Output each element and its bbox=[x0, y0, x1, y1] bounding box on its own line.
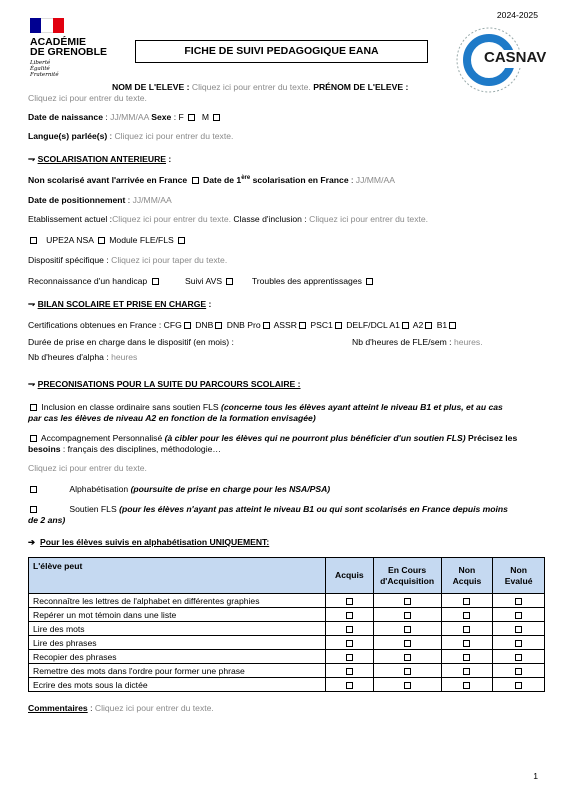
dnb-checkbox[interactable] bbox=[215, 322, 222, 329]
non-acquis-checkbox[interactable] bbox=[463, 682, 470, 689]
non-evalue-cell bbox=[493, 664, 545, 678]
en-cours-cell bbox=[373, 622, 441, 636]
non-acquis-checkbox[interactable] bbox=[463, 598, 470, 605]
en-cours-checkbox[interactable] bbox=[404, 612, 411, 619]
sexe-m-label: M bbox=[201, 112, 210, 122]
comments-row: Commentaires : Cliquez ici pour entrer du texte. bbox=[28, 703, 214, 713]
b1-checkbox[interactable] bbox=[449, 322, 456, 329]
positionnement-row: Date de positionnement : JJ/MM/AA bbox=[28, 195, 172, 205]
alpha-hours-label: Nb d'heures d'alpha : bbox=[28, 352, 109, 362]
certif-b1: B1 bbox=[436, 320, 448, 330]
skill-label: Repérer un mot témoin dans une liste bbox=[29, 608, 326, 622]
delf-checkbox[interactable] bbox=[402, 322, 409, 329]
acquis-checkbox[interactable] bbox=[346, 682, 353, 689]
comments-label: Commentaires bbox=[28, 703, 88, 713]
skill-label: Remettre des mots dans l'ordre pour former une phrase bbox=[29, 664, 326, 678]
col-header-acquis: Acquis bbox=[326, 558, 374, 594]
non-scol-row: Non scolarisé avant l'arrivée en France Date de 1ère scolarisation en France : JJ/MM/AA bbox=[28, 175, 395, 185]
inclusion-row bbox=[28, 402, 503, 412]
en-cours-checkbox[interactable] bbox=[404, 682, 411, 689]
nom-label: NOM DE L'ELEVE : bbox=[112, 82, 190, 92]
dob-field[interactable]: JJ/MM/AA bbox=[110, 112, 149, 122]
dob-label: Date de naissance bbox=[28, 112, 103, 122]
scolarisation-heading: ⇁ SCOLARISATION ANTERIEURE : bbox=[28, 154, 172, 164]
ap-checkbox[interactable] bbox=[30, 435, 37, 442]
col-header-skill: L'élève peut bbox=[29, 558, 326, 594]
handicap-label: Reconnaissance d'un handicap bbox=[28, 276, 148, 286]
table-row bbox=[29, 678, 545, 692]
fls-note: (pour les élèves n'ayant pas atteint le niveau B1 ou qui sont scolarisés en France depuis moins bbox=[119, 504, 508, 514]
ap-besoins-row bbox=[28, 444, 221, 454]
skill-label: Reconnaître les lettres de l'alphabet en différentes graphies bbox=[29, 594, 326, 608]
non-scol-checkbox[interactable] bbox=[192, 177, 199, 184]
acquis-checkbox[interactable] bbox=[346, 654, 353, 661]
etab-field[interactable]: Cliquez ici pour entrer du texte. bbox=[112, 214, 232, 224]
alpha-row bbox=[28, 484, 330, 494]
acquis-cell bbox=[326, 622, 374, 636]
republic-flag-icon bbox=[30, 18, 64, 33]
acquis-cell bbox=[326, 594, 374, 608]
fle-field[interactable]: heures. bbox=[453, 337, 483, 347]
non-acquis-cell bbox=[441, 636, 493, 650]
certif-assr: ASSR bbox=[273, 320, 297, 330]
non-evalue-checkbox[interactable] bbox=[515, 640, 522, 647]
table-row bbox=[29, 622, 545, 636]
certif-cfg: CFG bbox=[163, 320, 182, 330]
acquis-cell bbox=[326, 608, 374, 622]
skill-label: Ecrire des mots sous la dictée bbox=[29, 678, 326, 692]
etab-row: Etablissement actuel :Cliquez ici pour entrer du texte. Classe d'inclusion : Cliquez ici pour entrer du texte. bbox=[28, 214, 429, 224]
dob-row: Date de naissance : JJ/MM/AA Sexe : F M bbox=[28, 112, 222, 122]
upe2a-checkbox[interactable] bbox=[30, 237, 37, 244]
academie-line1: ACADÉMIE bbox=[30, 36, 87, 48]
nom-field[interactable]: Cliquez ici pour entrer du texte. bbox=[191, 82, 311, 92]
inclusion-checkbox[interactable] bbox=[30, 404, 37, 411]
page-number: 1 bbox=[533, 771, 538, 781]
certif-delf: DELF/DCL A1 bbox=[346, 320, 400, 330]
en-cours-cell bbox=[373, 678, 441, 692]
table-row bbox=[29, 636, 545, 650]
module-checkbox-b[interactable] bbox=[178, 237, 185, 244]
langue-label: Langue(s) parlée(s) bbox=[28, 131, 108, 141]
ap-row bbox=[28, 433, 517, 443]
avs-label: Suivi AVS bbox=[184, 276, 223, 286]
motto-liberte: Liberté bbox=[30, 60, 51, 66]
etab-label: Etablissement actuel : bbox=[28, 214, 113, 224]
col-header-non-evalue: Non Evalué bbox=[493, 558, 545, 594]
table-row bbox=[29, 608, 545, 622]
fls-note-2: de 2 ans) bbox=[28, 515, 66, 525]
non-acquis-checkbox[interactable] bbox=[463, 626, 470, 633]
positionnement-field[interactable]: JJ/MM/AA bbox=[132, 195, 172, 205]
alpha-note: (poursuite de prise en charge pour les NSA/PSA) bbox=[130, 484, 331, 494]
nom-row bbox=[112, 82, 408, 92]
non-evalue-checkbox[interactable] bbox=[515, 598, 522, 605]
acquis-cell bbox=[326, 664, 374, 678]
non-evalue-cell bbox=[493, 594, 545, 608]
duree-label: Durée de prise en charge dans le dispositif (en mois) : bbox=[28, 337, 234, 347]
date-first-field[interactable]: JJ/MM/AA bbox=[355, 175, 395, 185]
upe2a-label: UPE2A NSA bbox=[46, 235, 94, 245]
non-evalue-cell bbox=[493, 608, 545, 622]
table-row bbox=[29, 650, 545, 664]
fls-label: Soutien FLS bbox=[69, 504, 117, 514]
alpha-hours-field[interactable]: heures bbox=[111, 352, 138, 362]
inclusion-note-2: par cas les élèves de niveau A2 en fonction de la formation envisagée) bbox=[28, 413, 316, 423]
casnav-logo-icon bbox=[454, 25, 547, 95]
certif-row bbox=[28, 320, 458, 330]
certif-dnb: DNB bbox=[195, 320, 214, 330]
non-evalue-checkbox[interactable] bbox=[515, 654, 522, 661]
non-evalue-checkbox[interactable] bbox=[515, 668, 522, 675]
prenom-label: PRÉNOM DE L'ELEVE : bbox=[313, 82, 409, 92]
ap-precisez: Précisez les bbox=[468, 433, 518, 443]
acquis-checkbox[interactable] bbox=[346, 626, 353, 633]
non-acquis-cell bbox=[441, 594, 493, 608]
langue-row: Langue(s) parlée(s) : Cliquez ici pour entrer du texte. bbox=[28, 131, 234, 141]
non-evalue-cell bbox=[493, 636, 545, 650]
dispositif-check-row bbox=[28, 235, 187, 245]
alpha-checkbox[interactable] bbox=[30, 486, 37, 493]
non-evalue-checkbox[interactable] bbox=[515, 682, 522, 689]
classe-field[interactable]: Cliquez ici pour entrer du texte. bbox=[309, 214, 429, 224]
preconisations-heading: ⇁ PRECONISATIONS POUR LA SUITE DU PARCOURS SCOLAIRE : bbox=[28, 379, 301, 389]
academie-line2: DE GRENOBLE bbox=[30, 46, 108, 58]
en-cours-checkbox[interactable] bbox=[404, 668, 411, 675]
certif-label: Certifications obtenues en France : bbox=[28, 320, 162, 330]
sexe-label: Sexe bbox=[151, 112, 172, 122]
acquis-checkbox[interactable] bbox=[346, 668, 353, 675]
fls-checkbox[interactable] bbox=[30, 506, 37, 513]
fle-label: Nb d'heures de FLE/sem : bbox=[352, 337, 452, 347]
a2-checkbox[interactable] bbox=[425, 322, 432, 329]
date-first-label: Date de 1ère scolarisation en France bbox=[202, 175, 349, 185]
non-acquis-checkbox[interactable] bbox=[463, 668, 470, 675]
non-acquis-checkbox[interactable] bbox=[463, 654, 470, 661]
non-evalue-checkbox[interactable] bbox=[515, 612, 522, 619]
troubles-checkbox[interactable] bbox=[366, 278, 373, 285]
non-evalue-checkbox[interactable] bbox=[515, 626, 522, 633]
en-cours-checkbox[interactable] bbox=[404, 640, 411, 647]
ap-besoins-label: besoins bbox=[28, 444, 61, 454]
bilan-heading: ⇁ BILAN SCOLAIRE ET PRISE EN CHARGE : bbox=[28, 299, 212, 309]
non-acquis-cell bbox=[441, 608, 493, 622]
alpha-label: Alphabétisation bbox=[69, 484, 129, 494]
cfg-checkbox[interactable] bbox=[184, 322, 191, 329]
non-evalue-cell bbox=[493, 650, 545, 664]
alpha-hours-row bbox=[28, 352, 137, 362]
competences-table bbox=[28, 557, 545, 692]
en-cours-cell bbox=[373, 650, 441, 664]
acquis-cell bbox=[326, 636, 374, 650]
acquis-cell bbox=[326, 678, 374, 692]
alpha-section-heading: ➔ Pour les élèves suivis en alphabétisation UNIQUEMENT: bbox=[28, 537, 270, 547]
non-acquis-cell bbox=[441, 622, 493, 636]
col-header-en-cours: En Cours d'Acquisition bbox=[373, 558, 441, 594]
langue-field[interactable]: Cliquez ici pour entrer du texte. bbox=[114, 131, 234, 141]
psc1-checkbox[interactable] bbox=[335, 322, 342, 329]
handicap-checkbox[interactable] bbox=[152, 278, 159, 285]
motto-egalite: Égalité bbox=[30, 66, 50, 72]
inclusion-label: Inclusion en classe ordinaire sans soutien FLS bbox=[41, 402, 219, 412]
en-cours-checkbox[interactable] bbox=[404, 626, 411, 633]
en-cours-cell bbox=[373, 594, 441, 608]
table-row bbox=[29, 594, 545, 608]
non-acquis-cell bbox=[441, 678, 493, 692]
dispositif-row: Dispositif spécifique : Cliquez ici pour taper du texte. bbox=[28, 255, 228, 265]
table-row bbox=[29, 664, 545, 678]
non-evalue-cell bbox=[493, 622, 545, 636]
dnbpro-checkbox[interactable] bbox=[263, 322, 270, 329]
non-acquis-checkbox[interactable] bbox=[463, 640, 470, 647]
skill-label: Lire des mots bbox=[29, 622, 326, 636]
certif-a2: A2 bbox=[412, 320, 424, 330]
col-header-non-acquis: Non Acquis bbox=[441, 558, 493, 594]
non-acquis-cell bbox=[441, 664, 493, 678]
page-title: FICHE DE SUIVI PEDAGOGIQUE EANA bbox=[135, 40, 428, 63]
module-label: Module FLE/FLS bbox=[109, 235, 174, 245]
troubles-label: Troubles des apprentissages bbox=[251, 276, 362, 286]
assr-checkbox[interactable] bbox=[299, 322, 306, 329]
ap-besoins-text: : français des disciplines, méthodologie… bbox=[62, 444, 221, 454]
skill-label: Recopier des phrases bbox=[29, 650, 326, 664]
acquis-checkbox[interactable] bbox=[346, 640, 353, 647]
prenom-field[interactable]: Cliquez ici pour entrer du texte. bbox=[28, 93, 147, 103]
handicap-row bbox=[28, 276, 375, 286]
dispositif-field[interactable]: Cliquez ici pour taper du texte. bbox=[111, 255, 228, 265]
non-acquis-checkbox[interactable] bbox=[463, 612, 470, 619]
en-cours-checkbox[interactable] bbox=[404, 654, 411, 661]
ap-note: (à cibler pour les élèves qui ne pourront plus bénéficier d'un soutien FLS) bbox=[164, 433, 466, 443]
non-evalue-cell bbox=[493, 678, 545, 692]
en-cours-cell bbox=[373, 664, 441, 678]
avs-checkbox[interactable] bbox=[226, 278, 233, 285]
school-year: 2024-2025 bbox=[496, 10, 538, 20]
inclusion-note: (concerne tous les élèves ayant atteint le niveau B1 et plus, et au cas bbox=[221, 402, 503, 412]
acquis-checkbox[interactable] bbox=[346, 612, 353, 619]
acquis-checkbox[interactable] bbox=[346, 598, 353, 605]
non-scol-label: Non scolarisé avant l'arrivée en France bbox=[28, 175, 188, 185]
non-acquis-cell bbox=[441, 650, 493, 664]
dispositif-label: Dispositif spécifique bbox=[28, 255, 104, 265]
positionnement-label: Date de positionnement bbox=[28, 195, 126, 205]
acquis-cell bbox=[326, 650, 374, 664]
certif-dnbpro: DNB Pro bbox=[226, 320, 261, 330]
arrow-right-icon: ➔ bbox=[28, 537, 36, 547]
comments-field[interactable]: Cliquez ici pour entrer du texte. bbox=[94, 703, 214, 713]
ap-field[interactable]: Cliquez ici pour entrer du texte. bbox=[28, 463, 147, 473]
en-cours-cell bbox=[373, 608, 441, 622]
certif-psc1: PSC1 bbox=[310, 320, 333, 330]
section-arrow-icon: ⇁ bbox=[28, 379, 36, 389]
fle-row bbox=[352, 337, 483, 347]
ap-label: Accompagnement Personnalisé bbox=[40, 433, 163, 443]
en-cours-cell bbox=[373, 636, 441, 650]
fls-row bbox=[28, 504, 508, 514]
section-arrow-icon: ⇁ bbox=[28, 299, 36, 309]
casnav-logo-text: CASNAV bbox=[484, 49, 547, 66]
classe-label: Classe d'inclusion bbox=[233, 214, 302, 224]
sexe-f-checkbox[interactable] bbox=[188, 114, 195, 121]
sexe-m-checkbox[interactable] bbox=[213, 114, 220, 121]
motto-fraternite: Fraternité bbox=[30, 72, 59, 78]
module-checkbox-a[interactable] bbox=[98, 237, 105, 244]
skill-label: Lire des phrases bbox=[29, 636, 326, 650]
section-arrow-icon: ⇁ bbox=[28, 154, 36, 164]
sexe-f-label: F bbox=[178, 112, 184, 122]
en-cours-checkbox[interactable] bbox=[404, 598, 411, 605]
